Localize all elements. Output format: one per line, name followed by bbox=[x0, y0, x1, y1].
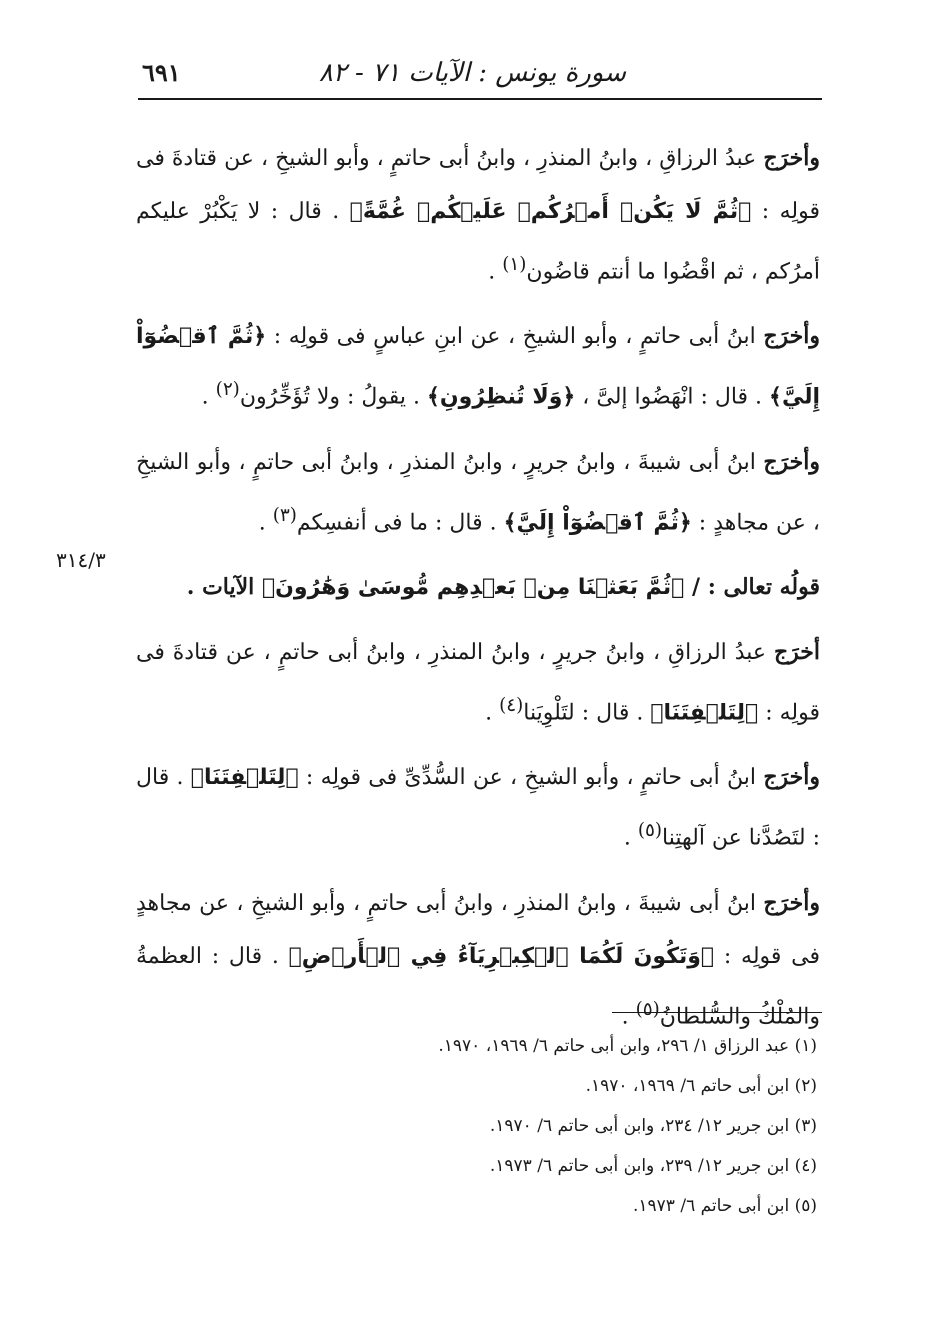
section-heading bbox=[136, 561, 820, 614]
paragraph-5 bbox=[136, 751, 820, 864]
paragraph-text: . قال : العظمةُ والمُلْكُ والسُّلطانُ bbox=[136, 943, 820, 1029]
paragraph-text: . قال : لتَلْوِيَنا bbox=[523, 700, 651, 726]
paragraph-text: . قال : ما فى أنفسِكم bbox=[296, 509, 504, 535]
paragraph-text: . قال : انْهَضُوا إلىَّ ، bbox=[575, 384, 770, 410]
footnote-marker: (٤) bbox=[499, 694, 524, 716]
paragraph-lead: وأخرَج bbox=[763, 323, 820, 350]
paragraph-text: ابنُ أبى حاتمٍ ، وأبو الشيخِ ، عن ابنِ عباسٍ فى قولِه : bbox=[266, 324, 764, 350]
paragraph-end: . bbox=[201, 384, 216, 410]
paragraph-lead: وأخرَج bbox=[763, 448, 820, 475]
paragraph-1 bbox=[136, 132, 820, 298]
quran-quote: ﴿ثُمَّ بَعَثۡنَا مِنۢ بَعۡدِهِم مُّوسَىٰ وَهَٰرُونَ﴾ bbox=[261, 574, 685, 600]
footnote-marker: (٥) bbox=[635, 998, 660, 1020]
paragraph-lead: وأخرَج bbox=[763, 145, 820, 171]
paragraph-text: عبدُ الرزاقِ ، وابنُ المنذرِ ، وابنُ أبى حاتمٍ ، وأبو الشيخِ ، عن قتادةَ فى قولِه : bbox=[136, 146, 820, 224]
quran-quote: ﴿وَلَا تُنظِرُونِ﴾ bbox=[426, 384, 576, 410]
paragraph-2 bbox=[136, 310, 820, 423]
footnote-marker: (١) bbox=[502, 254, 527, 275]
footnote-marker: (٣) bbox=[272, 504, 297, 526]
paragraph-lead: وأخرَج bbox=[763, 764, 821, 791]
main-text bbox=[136, 132, 820, 1055]
paragraph-end: . bbox=[623, 825, 638, 851]
footnote-5: (٥) ابن أبى حاتم ٦/ ١٩٧٣. bbox=[632, 1196, 817, 1216]
page-number: ٦٩١ bbox=[142, 58, 181, 87]
quran-quote: ﴿ثُمَّ ٱقۡضُوٓاْ إِلَيَّ﴾ bbox=[136, 324, 820, 410]
quran-quote: ﴿وَتَكُونَ لَكُمَا ٱلۡكِبۡرِيَآءُ فِي ٱلۡأَرۡضِ﴾ bbox=[288, 943, 715, 969]
paragraph-text: . يقولُ : ولا تُؤَخِّرُون bbox=[239, 384, 427, 410]
footnotes bbox=[257, 1026, 817, 1226]
margin-reference: ٣١٤/٣ bbox=[56, 548, 106, 572]
quran-quote: ﴿ثُمَّ ٱقۡضُوٓاْ إِلَيَّ﴾ bbox=[503, 509, 692, 535]
footnote-divider bbox=[612, 1012, 822, 1013]
heading-tail: الآيات . bbox=[186, 573, 262, 600]
footnote-marker: (٢) bbox=[215, 379, 240, 401]
heading-lead: قولُه تعالى : / bbox=[684, 573, 820, 600]
paragraph-text: عبدُ الرزاقِ ، وابنُ جريرٍ ، وابنُ المنذرِ ، وابنُ أبى حاتمٍ ، عن قتادةَ فى قولِه : bbox=[136, 639, 820, 726]
footnote-1: (١) عبد الرزاق ١/ ٢٩٦، وابن أبى حاتم ٦/ ١٩٦٩، ١٩٧٠. bbox=[438, 1036, 817, 1056]
paragraph-lead: أخرَج bbox=[773, 638, 820, 665]
paragraph-text: . قال : لتَصُدَّنا عن آلهتِنا bbox=[136, 765, 820, 851]
paragraph-4 bbox=[136, 626, 820, 739]
footnote-4: (٤) ابن جرير ١٢/ ٢٣٩، وابن أبى حاتم ٦/ ١٩٧٣. bbox=[489, 1156, 817, 1176]
paragraph-3 bbox=[136, 436, 820, 549]
paragraph-6 bbox=[136, 877, 820, 1043]
header-title: سورة يونس : الآيات ٧١ - ٨٢ bbox=[318, 58, 626, 88]
quran-quote: ﴿ثُمَّ لَا يَكُنۡ أَمۡرُكُمۡ عَلَيۡكُمۡ غُمَّةً﴾ bbox=[349, 199, 752, 224]
paragraph-end: . bbox=[488, 259, 503, 285]
footnote-marker: (٥) bbox=[637, 820, 662, 842]
paragraph-lead: وأخرَج bbox=[763, 889, 820, 916]
paragraph-text: ابنُ أبى حاتمٍ ، وأبو الشيخِ ، عن السُّدِّىِّ فى قولِه : bbox=[298, 765, 764, 791]
paragraph-end: . bbox=[258, 509, 273, 535]
quran-quote: ﴿لِتَلۡفِتَنَا﴾ bbox=[650, 700, 759, 726]
footnote-3: (٣) ابن جرير ١٢/ ٢٣٤، وابن أبى حاتم ٦/ ١٩٧٠. bbox=[489, 1116, 817, 1136]
quran-quote: ﴿لِتَلۡفِتَنَا﴾ bbox=[190, 765, 299, 791]
paragraph-end: . bbox=[621, 1003, 636, 1029]
paragraph-end: . bbox=[485, 700, 500, 726]
paragraph-text: ابنُ أبى شيبةَ ، وابنُ جريرٍ ، وابنُ المنذرِ ، وابنُ أبى حاتمٍ ، وأبو الشيخِ ، عن مجاهدٍ : bbox=[136, 449, 820, 535]
paragraph-text: . قال : لا يَكْبُرْ عليكم أمرُكم ، ثم اقْضُوا ما أنتم قاضُون bbox=[136, 199, 820, 285]
footnote-2: (٢) ابن أبى حاتم ٦/ ١٩٦٩، ١٩٧٠. bbox=[585, 1076, 817, 1096]
paragraph-text: ابنُ أبى شيبةَ ، وابنُ المنذرِ ، وابنُ أبى حاتمٍ ، وأبو الشيخِ ، عن مجاهدٍ فى قولِه : bbox=[136, 890, 820, 969]
running-header bbox=[138, 52, 822, 100]
